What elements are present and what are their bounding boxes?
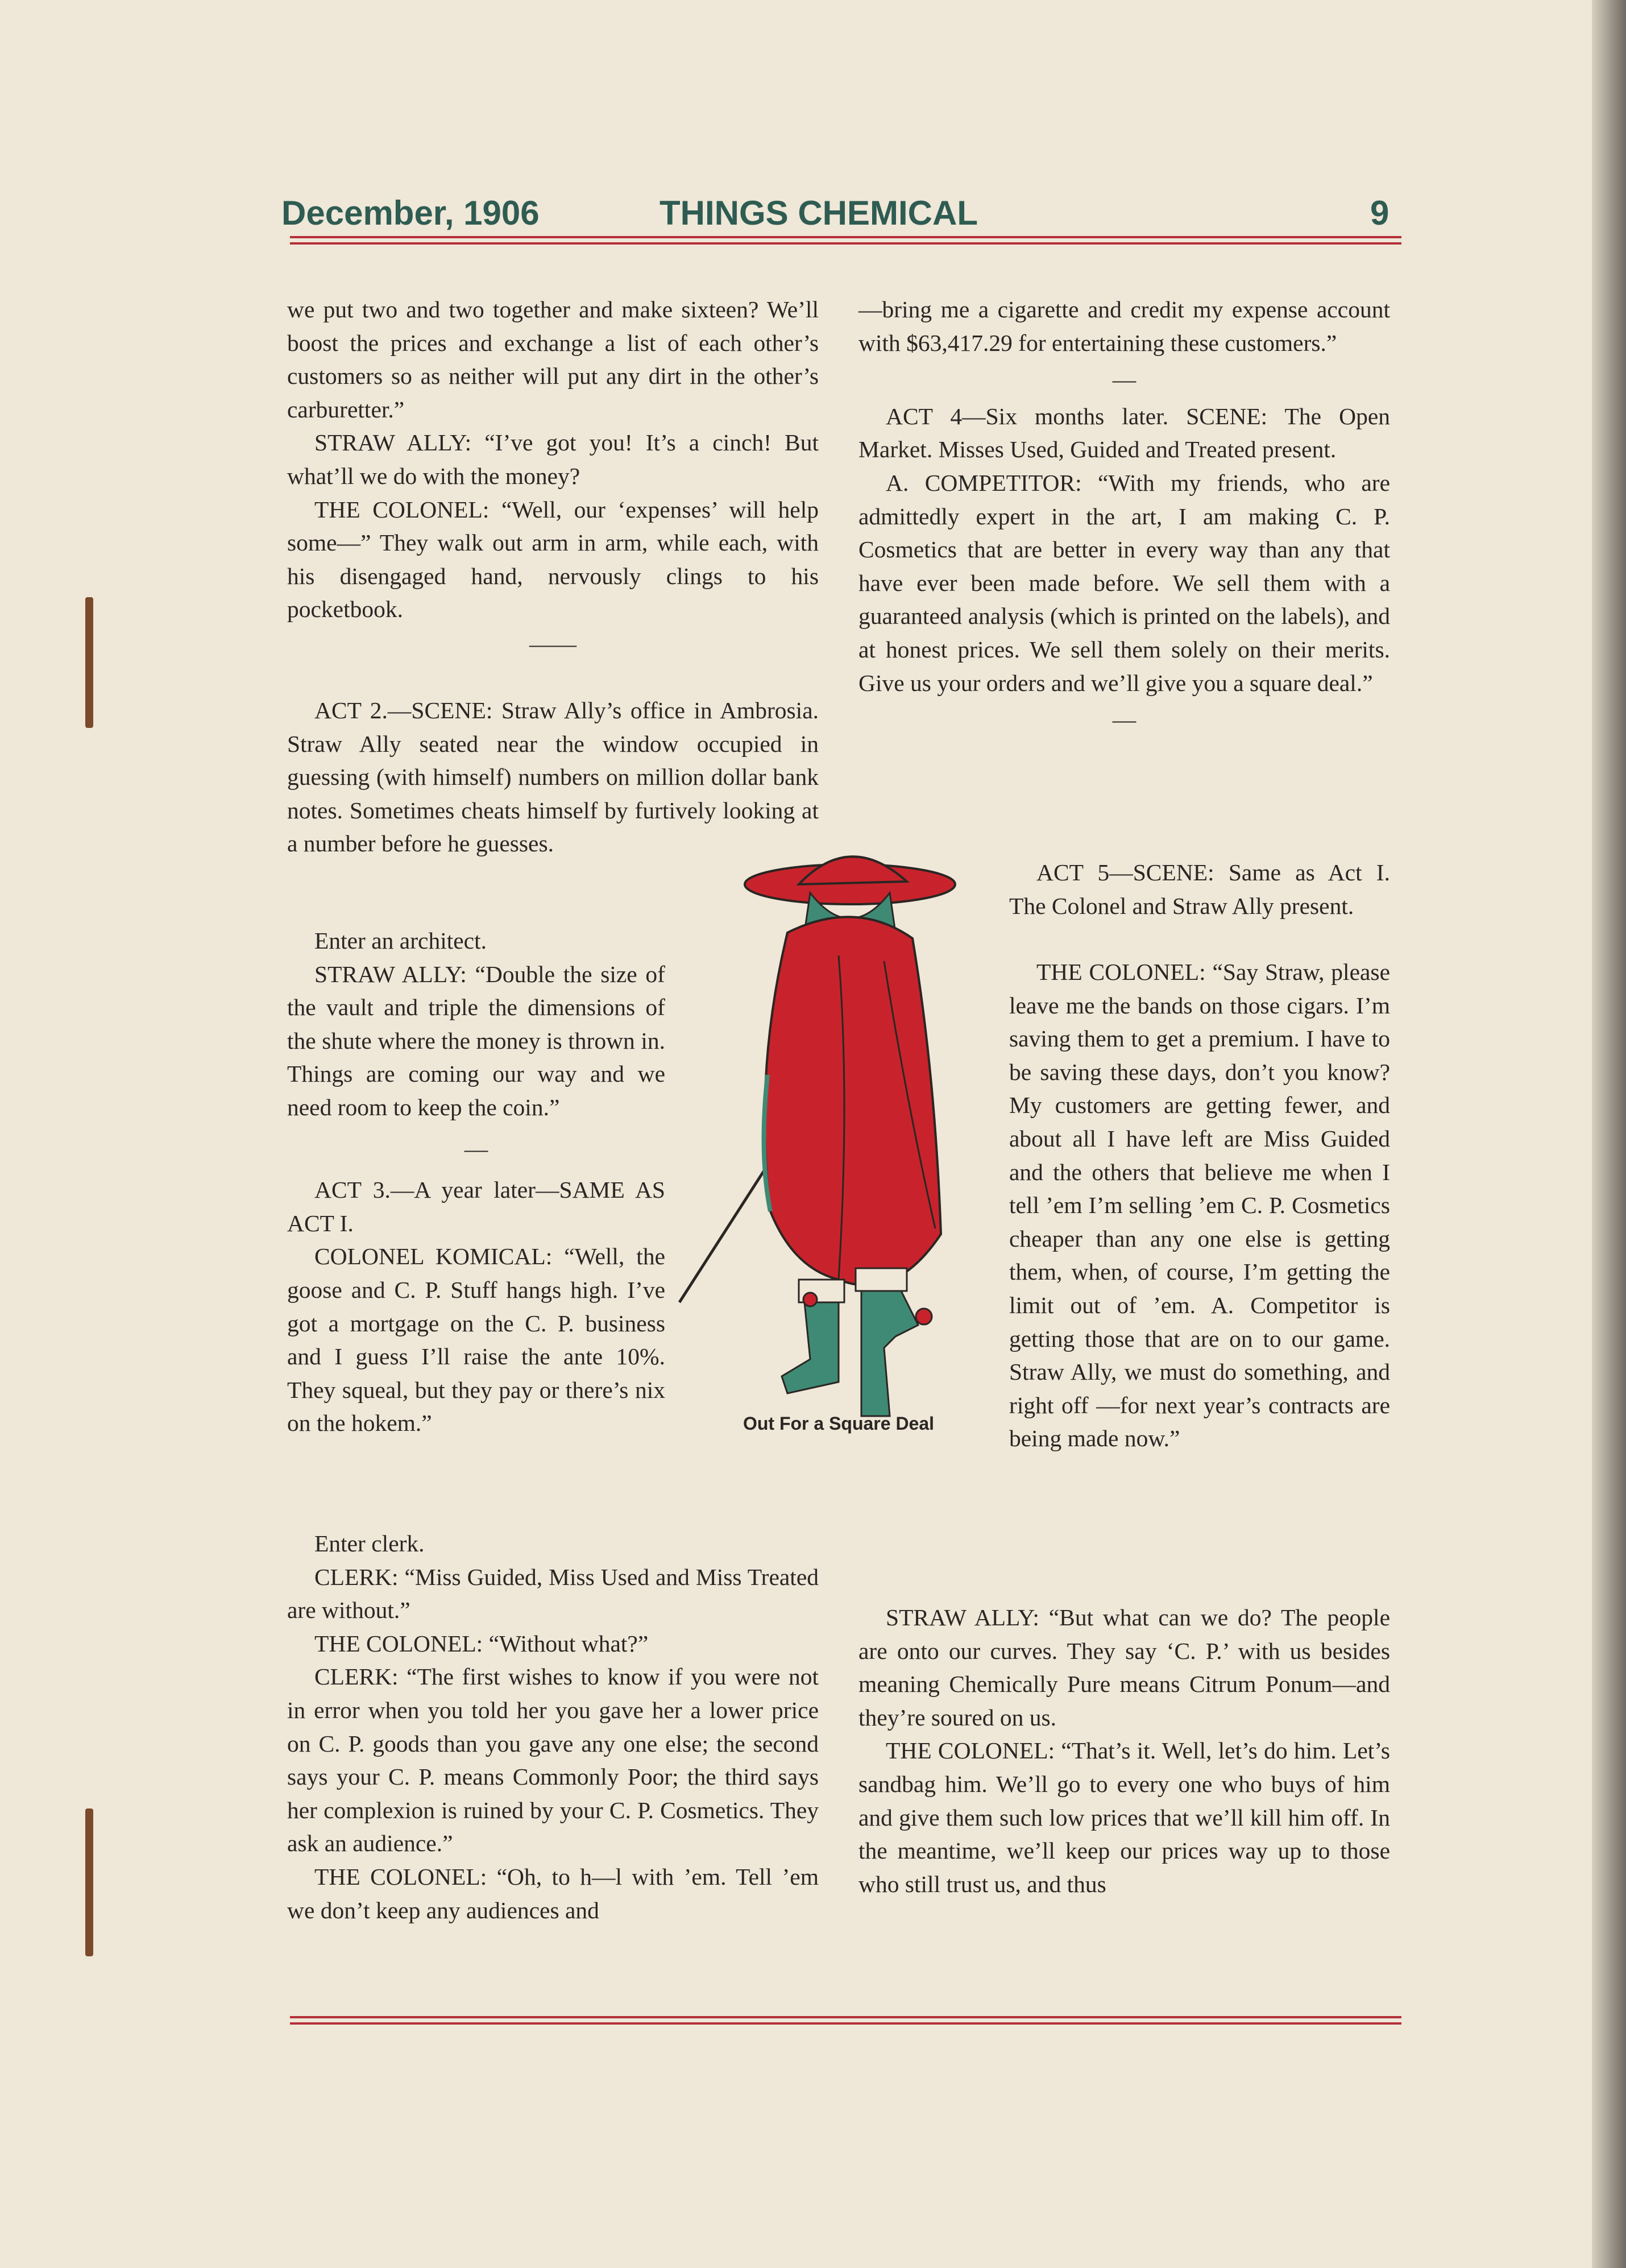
paragraph: STRAW ALLY: “Double the size of the vault and triple the dimensions of the shute where the money is thrown in. Things are coming our way and we need room to keep the coin.”	[287, 961, 665, 1120]
left-column	[287, 293, 819, 665]
paragraph: A. COMPETITOR: “With my friends, who are admittedly expert in the art, I am making C. P. Cosmetics that are better in every way than any that have ever been made before. We sell them with a guaranteed analysis (which is printed on the labels), and at honest prices. We sell them solely on their merits. Give us your orders and we’ll give you a square deal.”	[858, 469, 1390, 696]
page-number: 9	[1370, 194, 1389, 232]
issue-date: December, 1906	[281, 194, 540, 232]
running-header	[281, 188, 1399, 239]
paragraph: Enter an architect.	[314, 928, 487, 954]
staple-bottom	[85, 1808, 93, 1956]
header-rule-1	[290, 236, 1401, 238]
paragraph: CLERK: “The first wishes to know if you were not in error when you told her you gave her a lower price on C. P. goods than you gave any one else; the second says your C. P. means Commonly Poor; the third says her complexion is ruined by your C. P. Cosmetics. They ask an audience.”	[287, 1663, 819, 1857]
paragraph: THE COLONEL: “Without what?”	[314, 1630, 649, 1657]
cavalier-illustration	[668, 836, 1021, 1427]
paragraph: ACT 2.—SCENE: Straw Ally’s office in Ambrosia. Straw Ally seated near the window occupied in guessing (with himself) numbers on million dollar bank notes. Sometimes cheats himself by furtively looking at a number before he guesses.	[287, 697, 819, 857]
paragraph: THE COLONEL: “Oh, to h—l with ’em. Tell ’em we don’t keep any audiences and	[287, 1863, 819, 1923]
section-divider: —	[1112, 366, 1136, 393]
footer-rule-1	[290, 2016, 1401, 2018]
paragraph: —bring me a cigarette and credit my expense account with $63,417.29 for entertaining these customers.”	[858, 296, 1390, 356]
section-divider: ——	[529, 630, 576, 657]
footer-rule-2	[290, 2022, 1401, 2025]
right-column-wrap	[1009, 955, 1390, 1499]
right-column	[858, 293, 1390, 740]
paragraph: STRAW ALLY: “I’ve got you! It’s a cinch! But what’ll we do with the money?	[287, 429, 819, 489]
section-divider: —	[464, 1135, 488, 1162]
paragraph: CLERK: “Miss Guided, Miss Used and Miss Treated are without.”	[287, 1563, 819, 1624]
paragraph: STRAW ALLY: “But what can we do? The people are onto our curves. They say ‘C. P.’ with us besides meaning Chemically Pure means Citrum Ponum—and they’re soured on us.	[858, 1604, 1390, 1731]
right-column-narrow	[1009, 856, 1390, 922]
journal-title: THINGS CHEMICAL	[659, 194, 978, 232]
paragraph: THE COLONEL: “Well, our ‘expenses’ will help some—” They walk out arm in arm, while each, with his disengaged hand, nervously clings to his pocketbook.	[287, 496, 819, 623]
paragraph: ACT 5—SCENE: Same as Act I. The Colonel and Straw Ally present.	[1009, 859, 1390, 919]
header-rule-2	[290, 242, 1401, 245]
page-edge	[1592, 0, 1626, 2268]
left-column-narrow	[287, 924, 665, 1440]
paragraph: THE COLONEL: “Say Straw, please leave me the bands on those cigars. I’m saving them to get a premium. I have to be saving these days, don’t you know? My customers are getting fewer, and about all I have left are Miss Guided and the others that believe me when I tell ’em I’m selling ’em C. P. Cosmetics cheaper than any one else is getting them, when, of course, I’m getting the limit out of ’em. A. Competitor is getting those that are on to our game. Straw Ally, we must do something, and right off —for next year’s contracts are being made now.”	[1009, 959, 1390, 1452]
right-column-lower	[858, 1601, 1390, 1901]
paragraph: Enter clerk.	[314, 1530, 425, 1557]
left-column-lower	[287, 1527, 819, 1927]
staple-top	[85, 597, 93, 728]
paragraph: COLONEL KOMICAL: “Well, the goose and C. P. Stuff hangs high. I’ve got a mortgage on the C. P. business and I guess I’ll raise the ante 10%. They squeal, but they pay or there’s nix on the hokem.”	[287, 1243, 665, 1437]
section-divider: —	[1112, 706, 1136, 733]
paragraph: ACT 3.—A year later—SAME AS ACT I.	[287, 1177, 665, 1236]
figure-caption: Out For a Square Deal	[743, 1413, 935, 1434]
paragraph: THE COLONEL: “That’s it. Well, let’s do him. Let’s sandbag him. We’ll go to every one who buys of him and give them such low prices that we’ll kill him off. In the meantime, we’ll keep our prices way up to those who still trust us, and thus	[858, 1737, 1390, 1897]
paragraph: we put two and two together and make sixteen? We’ll boost the prices and exchange a list of each other’s customers so as neither will put any dirt in the other’s carburetter.”	[287, 296, 819, 423]
paragraph: ACT 4—Six months later. SCENE: The Open Market. Misses Used, Guided and Treated present.	[858, 403, 1390, 463]
